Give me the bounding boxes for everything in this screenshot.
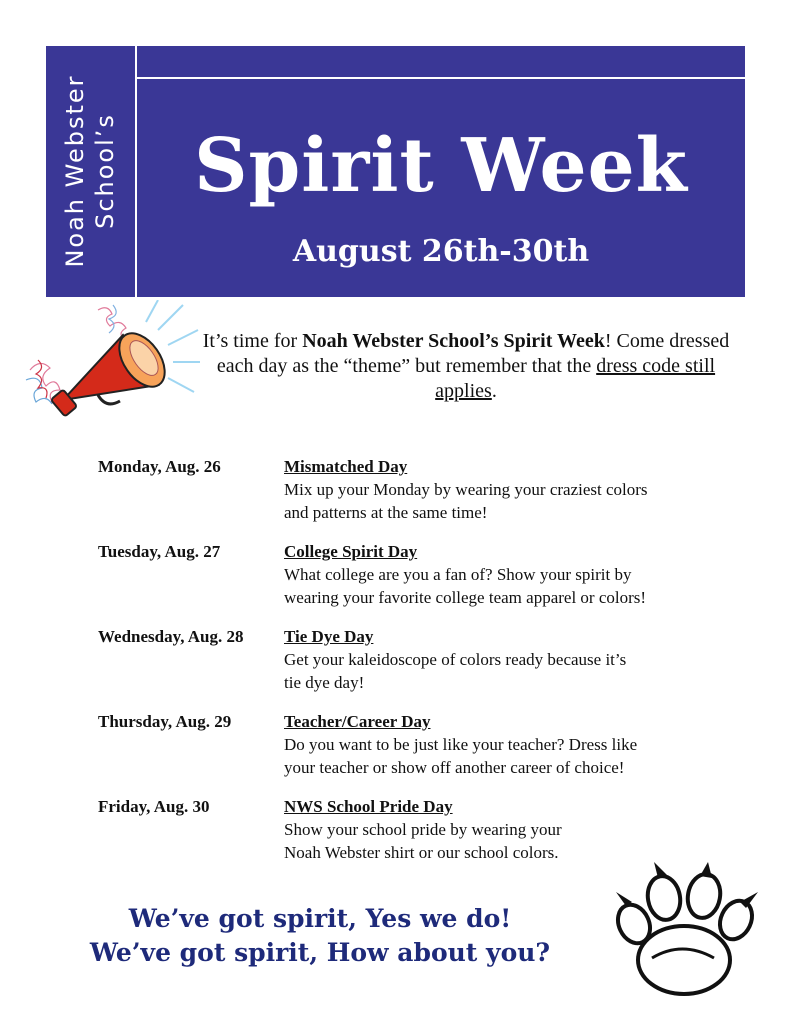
megaphone-icon: [18, 300, 203, 425]
schedule-theme: College Spirit Day: [284, 542, 418, 561]
schedule-day: Monday, Aug. 26: [98, 457, 221, 476]
chant-line2: We’ve got spirit, How about you?: [89, 938, 551, 967]
spirit-chant: [40, 902, 600, 970]
school-name-line1: Noah Webster: [61, 74, 89, 268]
description-line: your teacher or show off another career of choice!: [284, 758, 625, 777]
intro-text-3: .: [491, 380, 497, 402]
schedule-description: [284, 563, 744, 609]
schedule-theme: Tie Dye Day: [284, 627, 374, 646]
description-line: wearing your favorite college team apparel or colors!: [284, 588, 647, 607]
header-banner: [46, 46, 745, 297]
schedule-theme: NWS School Pride Day: [284, 797, 453, 816]
schedule-theme: Teacher/Career Day: [284, 712, 431, 731]
intro-school-name: Noah Webster School’s Spirit Week: [302, 330, 605, 352]
schedule-row: [98, 540, 748, 625]
banner-divider-horizontal: [137, 77, 745, 79]
page-title: Spirit Week: [194, 123, 688, 209]
school-name-vertical: [46, 46, 135, 297]
intro-paragraph: [190, 329, 742, 404]
schedule-list: [98, 455, 748, 880]
schedule-day: Friday, Aug. 30: [98, 797, 210, 816]
description-line: What college are you a fan of? Show your spirit by: [284, 565, 632, 584]
description-line: Do you want to be just like your teacher? Dress like: [284, 735, 638, 754]
description-line: Noah Webster shirt or our school colors.: [284, 843, 559, 862]
intro-text-1: It’s time for: [202, 330, 303, 352]
description-line: Get your kaleidoscope of colors ready because it’s: [284, 650, 627, 669]
description-line: Mix up your Monday by wearing your craziest colors: [284, 480, 648, 499]
schedule-theme: Mismatched Day: [284, 457, 408, 476]
schedule-day: Thursday, Aug. 29: [98, 712, 232, 731]
schedule-description: [284, 818, 744, 864]
description-line: tie dye day!: [284, 673, 365, 692]
paw-print-icon: [612, 862, 762, 1002]
event-dates: August 26th-30th: [292, 234, 590, 269]
schedule-description: [284, 478, 744, 524]
schedule-row: [98, 625, 748, 710]
schedule-day: Wednesday, Aug. 28: [98, 627, 244, 646]
schedule-day: Tuesday, Aug. 27: [98, 542, 221, 561]
school-name-line2: School’s: [91, 113, 119, 229]
chant-line1: We’ve got spirit, Yes we do!: [128, 904, 512, 933]
intro-dress-code: dress code still applies: [435, 355, 716, 402]
schedule-description: [284, 648, 744, 694]
schedule-description: [284, 733, 744, 779]
schedule-row: [98, 455, 748, 540]
description-line: Show your school pride by wearing your: [284, 820, 562, 839]
schedule-row: [98, 710, 748, 795]
intro-text-2: ! Come dressed each day as the “theme” but remember that the: [216, 330, 730, 377]
description-line: and patterns at the same time!: [284, 503, 488, 522]
